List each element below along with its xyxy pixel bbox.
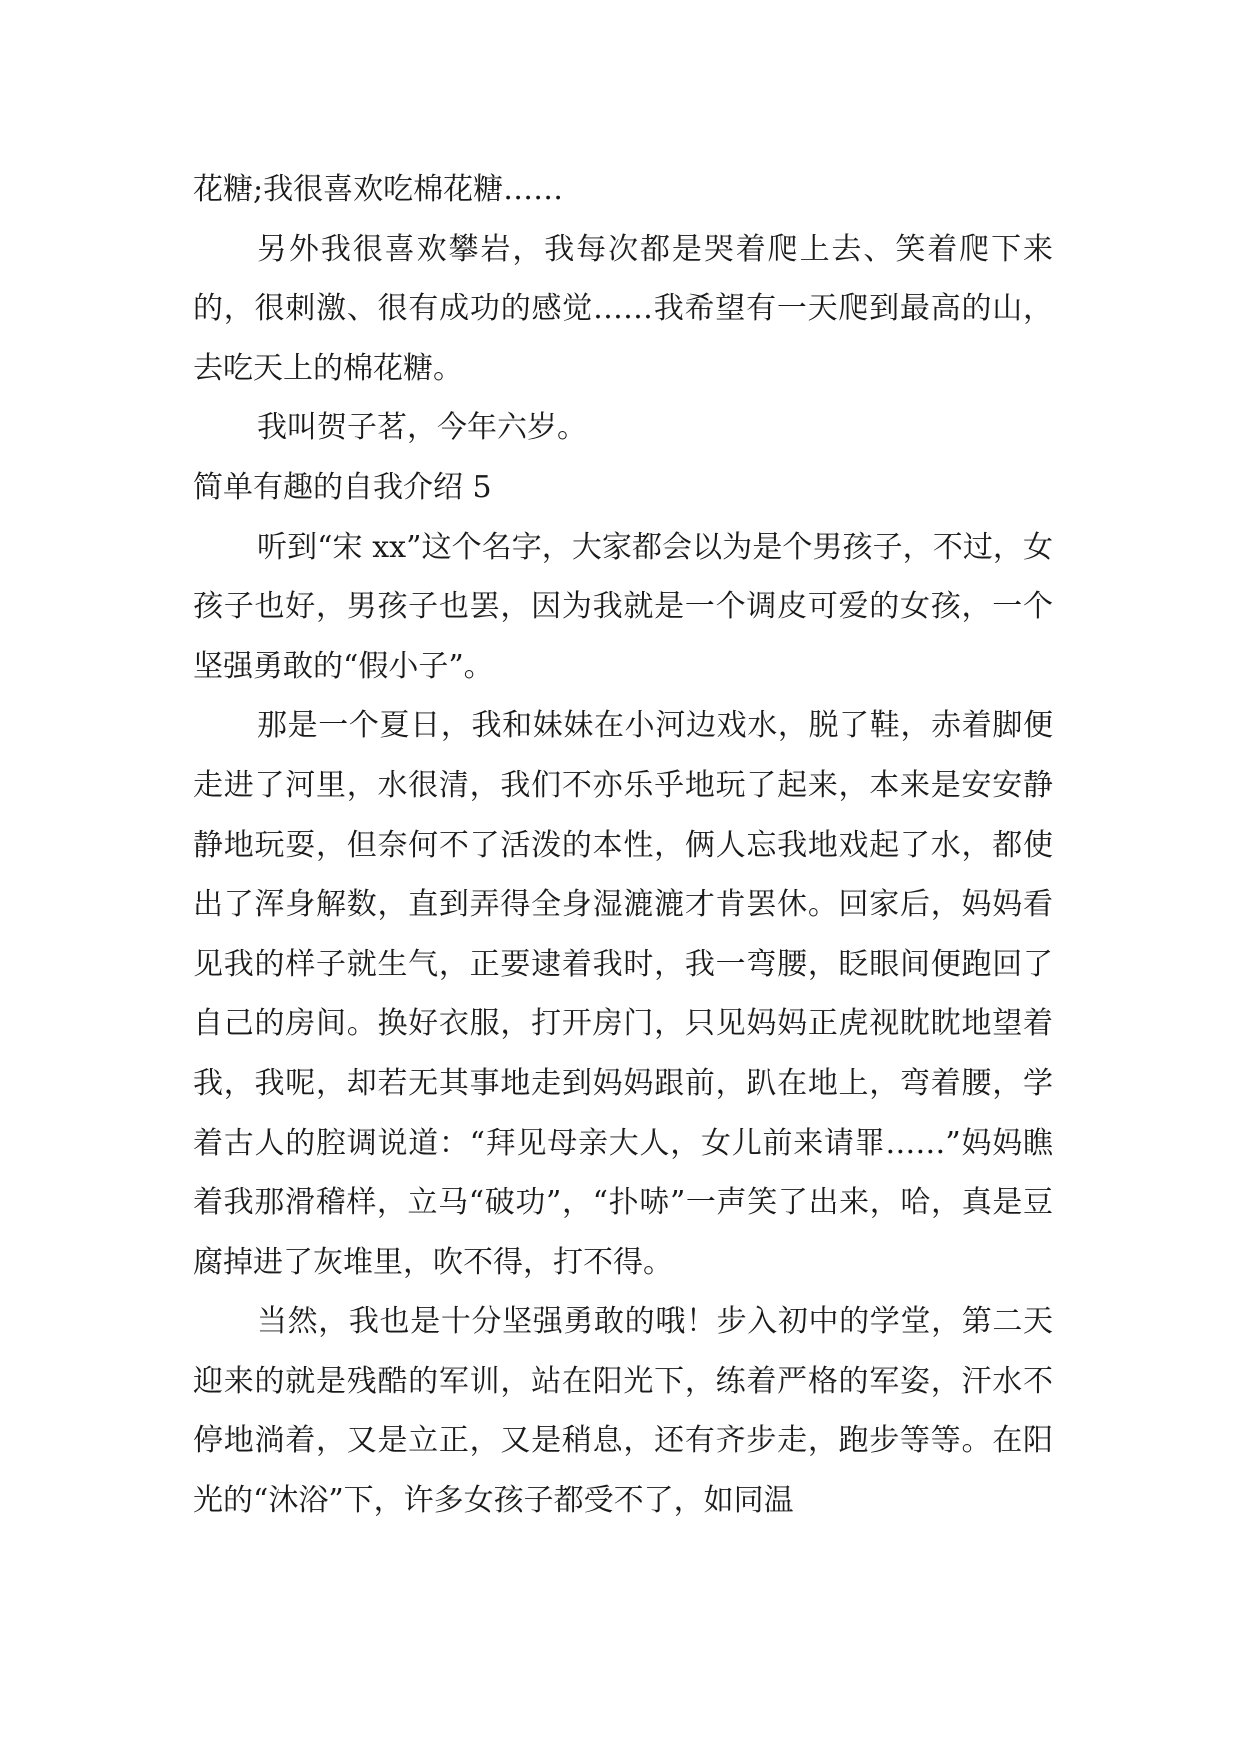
paragraph-rock-climbing: 另外我很喜欢攀岩，我每次都是哭着爬上去、笑着爬下来的，很刺激、很有成功的感觉……我希望有一天爬到最高的山，去吃天上的棉花糖。: [193, 231, 1053, 386]
paragraph-name-intro: 听到“宋 xx”这个名字，大家都会以为是个男孩子，不过，女孩子也好，男孩子也罢，因为我就是一个调皮可爱的女孩，一个坚强勇敢的“假小子”。: [193, 529, 1053, 684]
paragraph-name-age: 我叫贺子茗，今年六岁。: [257, 410, 587, 446]
document-body: [193, 160, 1053, 1531]
paragraph-military-training: 当然，我也是十分坚强勇敢的哦！步入初中的学堂，第二天迎来的就是残酷的军训，站在阳光下，练着严格的军姿，汗水不停地淌着，又是立正，又是稍息，还有齐步走，跑步等等。在阳光的“沐浴”下，许多女孩子都受不了，如同温: [193, 1304, 1053, 1519]
paragraph-continued: 花糖;我很喜欢吃棉花糖……: [193, 172, 564, 207]
section-heading: 简单有趣的自我介绍 5: [193, 469, 492, 505]
paragraph-summer-story: 那是一个夏日，我和妹妹在小河边戏水，脱了鞋，赤着脚便走进了河里，水很清，我们不亦乐乎地玩了起来，本来是安安静静地玩耍，但奈何不了活泼的本性，俩人忘我地戏起了水，都使出了浑身解数，直到弄得全身湿漉漉才肯罢休。回家后，妈妈看见我的样子就生气，正要逮着我时，我一弯腰，眨眼间便跑回了自己的房间。换好衣服，打开房门，只见妈妈正虎视眈眈地望着我，我呢，却若无其事地走到妈妈跟前，趴在地上，弯着腰，学着古人的腔调说道：“拜见母亲大人，女儿前来请罪……”妈妈瞧着我那滑稽样，立马“破功”，“扑哧”一声笑了出来，哈，真是豆腐掉进了灰堆里，吹不得，打不得。: [193, 708, 1053, 1280]
